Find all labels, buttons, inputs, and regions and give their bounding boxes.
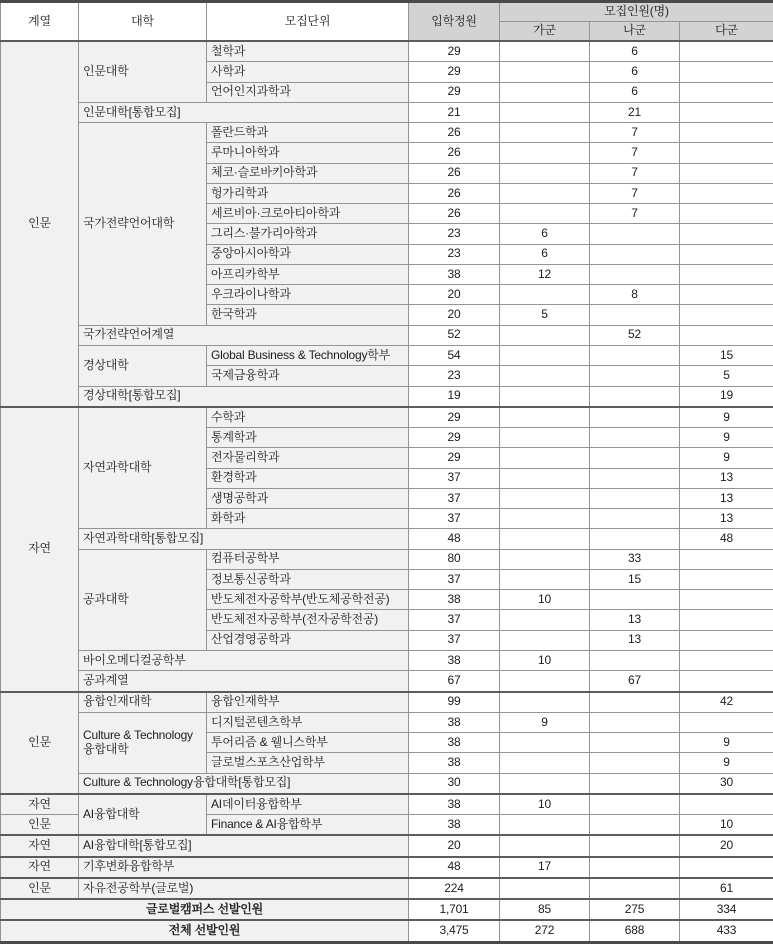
value-cell <box>500 488 590 508</box>
header-ga-group: 가군 <box>500 22 590 42</box>
value-cell: 7 <box>590 163 680 183</box>
value-cell: 7 <box>590 143 680 163</box>
value-cell <box>680 325 773 345</box>
value-cell <box>680 305 773 325</box>
table-row <box>1 857 773 878</box>
college-cell: AI융합대학 <box>79 794 207 836</box>
value-cell: 7 <box>590 123 680 143</box>
summary-value-cell: 334 <box>680 899 773 920</box>
value-cell <box>590 366 680 386</box>
value-cell <box>590 857 680 878</box>
value-cell <box>680 650 773 670</box>
value-cell: 37 <box>409 468 500 488</box>
value-cell: 10 <box>680 815 773 836</box>
category-cell: 인문 <box>1 41 79 407</box>
table-header <box>1 2 773 42</box>
table-row <box>1 773 773 794</box>
summary-label-cell: 글로벌캠퍼스 선발인원 <box>1 899 409 920</box>
value-cell: 5 <box>680 366 773 386</box>
value-cell: 29 <box>409 62 500 82</box>
value-cell: 29 <box>409 448 500 468</box>
unit-cell: 그리스·불가리아학과 <box>207 224 409 244</box>
value-cell: 19 <box>680 386 773 407</box>
header-row-1 <box>1 2 773 22</box>
value-cell <box>500 285 590 305</box>
value-cell <box>590 835 680 856</box>
summary-value-cell: 688 <box>590 920 680 942</box>
value-cell: 9 <box>680 428 773 448</box>
unit-cell: 사학과 <box>207 62 409 82</box>
unit-cell: 체코·슬로바키아학과 <box>207 163 409 183</box>
unit-cell: 수학과 <box>207 407 409 428</box>
value-cell <box>680 102 773 122</box>
unit-cell: 반도체전자공학부(반도체공학전공) <box>207 590 409 610</box>
value-cell: 21 <box>590 102 680 122</box>
college-cell: 국가전략언어대학 <box>79 123 207 326</box>
value-cell <box>680 712 773 732</box>
value-cell <box>590 448 680 468</box>
unit-cell: 우크라이나학과 <box>207 285 409 305</box>
value-cell: 33 <box>590 549 680 569</box>
value-cell: 7 <box>590 204 680 224</box>
value-cell: 13 <box>680 488 773 508</box>
value-cell <box>500 163 590 183</box>
value-cell: 29 <box>409 428 500 448</box>
value-cell <box>500 204 590 224</box>
header-category: 계열 <box>1 2 79 42</box>
value-cell: 67 <box>409 671 500 692</box>
value-cell: 224 <box>409 878 500 899</box>
value-cell <box>500 733 590 753</box>
value-cell <box>590 529 680 549</box>
table-row <box>1 325 773 345</box>
value-cell: 13 <box>590 630 680 650</box>
value-cell <box>680 41 773 62</box>
value-cell: 52 <box>409 325 500 345</box>
value-cell: 23 <box>409 224 500 244</box>
value-cell <box>500 878 590 899</box>
value-cell: 20 <box>409 835 500 856</box>
value-cell <box>590 509 680 529</box>
value-cell <box>680 244 773 264</box>
value-cell <box>590 692 680 713</box>
value-cell <box>590 244 680 264</box>
value-cell <box>500 325 590 345</box>
value-cell <box>590 224 680 244</box>
value-cell: 26 <box>409 163 500 183</box>
category-cell: 자연 <box>1 857 79 878</box>
category-cell: 인문 <box>1 878 79 899</box>
value-cell: 10 <box>500 650 590 670</box>
unit-cell: 생명공학과 <box>207 488 409 508</box>
summary-value-cell: 272 <box>500 920 590 942</box>
college-cell: 융합인재대학 <box>79 692 207 713</box>
header-recruit-group: 모집인원(명) <box>500 2 773 22</box>
value-cell: 7 <box>590 183 680 203</box>
value-cell: 29 <box>409 41 500 62</box>
unit-cell: 언어인지과학과 <box>207 82 409 102</box>
unit-cell: Global Business & Technology학부 <box>207 345 409 365</box>
summary-value-cell: 3,475 <box>409 920 500 942</box>
college-cell: 경상대학 <box>79 345 207 386</box>
value-cell <box>680 671 773 692</box>
unit-cell: 루마니아학과 <box>207 143 409 163</box>
unit-cell: 세르비아·크로아티아학과 <box>207 204 409 224</box>
value-cell <box>590 488 680 508</box>
value-cell <box>500 509 590 529</box>
value-cell <box>500 753 590 773</box>
value-cell: 26 <box>409 204 500 224</box>
value-cell <box>590 773 680 794</box>
value-cell <box>680 569 773 589</box>
value-cell <box>500 630 590 650</box>
category-cell: 자연 <box>1 407 79 692</box>
table-row <box>1 835 773 856</box>
table-row <box>1 345 773 365</box>
value-cell: 26 <box>409 123 500 143</box>
value-cell: 6 <box>590 41 680 62</box>
value-cell: 99 <box>409 692 500 713</box>
table-row <box>1 878 773 899</box>
value-cell <box>500 549 590 569</box>
value-cell: 15 <box>680 345 773 365</box>
value-cell <box>680 82 773 102</box>
value-cell: 23 <box>409 244 500 264</box>
value-cell <box>500 123 590 143</box>
header-na-group: 나군 <box>590 22 680 42</box>
value-cell: 10 <box>500 590 590 610</box>
unit-cell: 철학과 <box>207 41 409 62</box>
value-cell: 6 <box>590 82 680 102</box>
value-cell <box>500 692 590 713</box>
value-cell: 54 <box>409 345 500 365</box>
table-row <box>1 529 773 549</box>
value-cell: 9 <box>680 733 773 753</box>
value-cell <box>680 794 773 815</box>
value-cell <box>680 857 773 878</box>
category-cell: 자연 <box>1 794 79 815</box>
college-cell: 자유전공학부(글로벌) <box>79 878 409 899</box>
value-cell: 30 <box>680 773 773 794</box>
summary-value-cell: 85 <box>500 899 590 920</box>
college-cell: 바이오메디컬공학부 <box>79 650 409 670</box>
unit-cell: 컴퓨터공학부 <box>207 549 409 569</box>
value-cell <box>680 264 773 284</box>
header-college: 대학 <box>79 2 207 42</box>
header-unit: 모집단위 <box>207 2 409 42</box>
value-cell: 10 <box>500 794 590 815</box>
value-cell <box>590 650 680 670</box>
unit-cell: 환경학과 <box>207 468 409 488</box>
value-cell: 67 <box>590 671 680 692</box>
value-cell <box>590 712 680 732</box>
unit-cell: 아프리카학부 <box>207 264 409 284</box>
value-cell <box>500 835 590 856</box>
table-row <box>1 899 773 920</box>
table-row <box>1 407 773 428</box>
value-cell: 20 <box>409 305 500 325</box>
unit-cell: 한국학과 <box>207 305 409 325</box>
table-row <box>1 549 773 569</box>
value-cell <box>590 815 680 836</box>
value-cell: 13 <box>680 509 773 529</box>
value-cell: 23 <box>409 366 500 386</box>
value-cell <box>500 366 590 386</box>
value-cell: 37 <box>409 488 500 508</box>
value-cell: 80 <box>409 549 500 569</box>
value-cell: 37 <box>409 630 500 650</box>
value-cell <box>500 82 590 102</box>
value-cell: 38 <box>409 733 500 753</box>
value-cell: 37 <box>409 569 500 589</box>
value-cell: 12 <box>500 264 590 284</box>
header-quota: 입학정원 <box>409 2 500 42</box>
value-cell: 48 <box>409 529 500 549</box>
unit-cell: AI데이터융합학부 <box>207 794 409 815</box>
table-body <box>1 41 773 943</box>
value-cell <box>590 407 680 428</box>
category-cell: 인문 <box>1 692 79 794</box>
unit-cell: 정보통신공학과 <box>207 569 409 589</box>
value-cell <box>680 549 773 569</box>
value-cell <box>590 878 680 899</box>
college-cell: 기후변화융합학부 <box>79 857 409 878</box>
table-row <box>1 920 773 942</box>
value-cell: 38 <box>409 264 500 284</box>
value-cell: 29 <box>409 407 500 428</box>
value-cell <box>590 733 680 753</box>
table-row <box>1 712 773 732</box>
value-cell: 6 <box>590 62 680 82</box>
value-cell <box>680 183 773 203</box>
value-cell: 38 <box>409 650 500 670</box>
value-cell: 6 <box>500 224 590 244</box>
table-row <box>1 102 773 122</box>
value-cell: 9 <box>680 407 773 428</box>
value-cell: 21 <box>409 102 500 122</box>
value-cell <box>590 468 680 488</box>
value-cell: 20 <box>680 835 773 856</box>
header-da-group: 다군 <box>680 22 773 42</box>
college-cell: 공과계열 <box>79 671 409 692</box>
unit-cell: Finance & AI융합학부 <box>207 815 409 836</box>
value-cell <box>500 610 590 630</box>
value-cell <box>590 794 680 815</box>
value-cell <box>500 345 590 365</box>
value-cell <box>680 62 773 82</box>
value-cell: 6 <box>500 244 590 264</box>
value-cell <box>590 345 680 365</box>
table-row <box>1 671 773 692</box>
value-cell <box>500 62 590 82</box>
value-cell <box>500 569 590 589</box>
unit-cell: 반도체전자공학부(전자공학전공) <box>207 610 409 630</box>
unit-cell: 산업경영공학과 <box>207 630 409 650</box>
unit-cell: 전자물리학과 <box>207 448 409 468</box>
value-cell <box>500 448 590 468</box>
table-row <box>1 41 773 62</box>
unit-cell: 글로벌스포츠산업학부 <box>207 753 409 773</box>
value-cell <box>500 428 590 448</box>
value-cell <box>590 386 680 407</box>
summary-value-cell: 275 <box>590 899 680 920</box>
value-cell: 20 <box>409 285 500 305</box>
value-cell: 61 <box>680 878 773 899</box>
value-cell: 38 <box>409 753 500 773</box>
value-cell: 5 <box>500 305 590 325</box>
value-cell: 52 <box>590 325 680 345</box>
value-cell: 38 <box>409 712 500 732</box>
table-row <box>1 650 773 670</box>
unit-cell: 중앙아시아학과 <box>207 244 409 264</box>
value-cell <box>500 773 590 794</box>
value-cell <box>680 630 773 650</box>
value-cell: 29 <box>409 82 500 102</box>
value-cell: 30 <box>409 773 500 794</box>
value-cell <box>590 264 680 284</box>
value-cell: 19 <box>409 386 500 407</box>
value-cell: 9 <box>680 448 773 468</box>
table-row <box>1 123 773 143</box>
value-cell <box>500 815 590 836</box>
summary-label-cell: 전체 선발인원 <box>1 920 409 942</box>
value-cell <box>590 428 680 448</box>
value-cell <box>500 41 590 62</box>
value-cell: 26 <box>409 183 500 203</box>
unit-cell: 폴란드학과 <box>207 123 409 143</box>
unit-cell: 화학과 <box>207 509 409 529</box>
value-cell <box>680 143 773 163</box>
value-cell: 13 <box>590 610 680 630</box>
category-cell: 자연 <box>1 835 79 856</box>
value-cell <box>500 143 590 163</box>
college-cell: AI융합대학[통합모집] <box>79 835 409 856</box>
college-cell: Culture & Technology 융합대학 <box>79 712 207 773</box>
value-cell <box>500 529 590 549</box>
value-cell <box>500 183 590 203</box>
unit-cell: 헝가리학과 <box>207 183 409 203</box>
college-cell: 자연과학대학 <box>79 407 207 529</box>
value-cell: 8 <box>590 285 680 305</box>
value-cell: 38 <box>409 815 500 836</box>
value-cell <box>680 163 773 183</box>
college-cell: 공과대학 <box>79 549 207 650</box>
table-row <box>1 386 773 407</box>
value-cell <box>590 305 680 325</box>
value-cell <box>680 204 773 224</box>
unit-cell: 디지털콘텐츠학부 <box>207 712 409 732</box>
value-cell: 15 <box>590 569 680 589</box>
unit-cell: 투어리즘 & 웰니스학부 <box>207 733 409 753</box>
value-cell <box>680 123 773 143</box>
value-cell <box>500 386 590 407</box>
college-cell: 자연과학대학[통합모집] <box>79 529 409 549</box>
table-row <box>1 692 773 713</box>
college-cell: Culture & Technology융합대학[통합모집] <box>79 773 409 794</box>
value-cell <box>680 610 773 630</box>
unit-cell: 통계학과 <box>207 428 409 448</box>
college-cell: 국가전략언어계열 <box>79 325 409 345</box>
summary-value-cell: 433 <box>680 920 773 942</box>
table-row <box>1 794 773 815</box>
value-cell <box>500 407 590 428</box>
value-cell: 37 <box>409 509 500 529</box>
value-cell <box>680 224 773 244</box>
value-cell: 9 <box>500 712 590 732</box>
value-cell: 38 <box>409 590 500 610</box>
value-cell: 26 <box>409 143 500 163</box>
value-cell: 48 <box>680 529 773 549</box>
value-cell <box>500 468 590 488</box>
summary-value-cell: 1,701 <box>409 899 500 920</box>
value-cell <box>590 590 680 610</box>
value-cell: 13 <box>680 468 773 488</box>
unit-cell: 융합인재학부 <box>207 692 409 713</box>
value-cell <box>590 753 680 773</box>
value-cell: 38 <box>409 794 500 815</box>
college-cell: 인문대학[통합모집] <box>79 102 409 122</box>
value-cell: 42 <box>680 692 773 713</box>
value-cell <box>680 590 773 610</box>
value-cell: 9 <box>680 753 773 773</box>
value-cell <box>500 671 590 692</box>
value-cell: 37 <box>409 610 500 630</box>
value-cell <box>500 102 590 122</box>
unit-cell: 국제금융학과 <box>207 366 409 386</box>
value-cell: 17 <box>500 857 590 878</box>
value-cell: 48 <box>409 857 500 878</box>
category-cell: 인문 <box>1 815 79 836</box>
college-cell: 경상대학[통합모집] <box>79 386 409 407</box>
college-cell: 인문대학 <box>79 41 207 102</box>
value-cell <box>680 285 773 305</box>
